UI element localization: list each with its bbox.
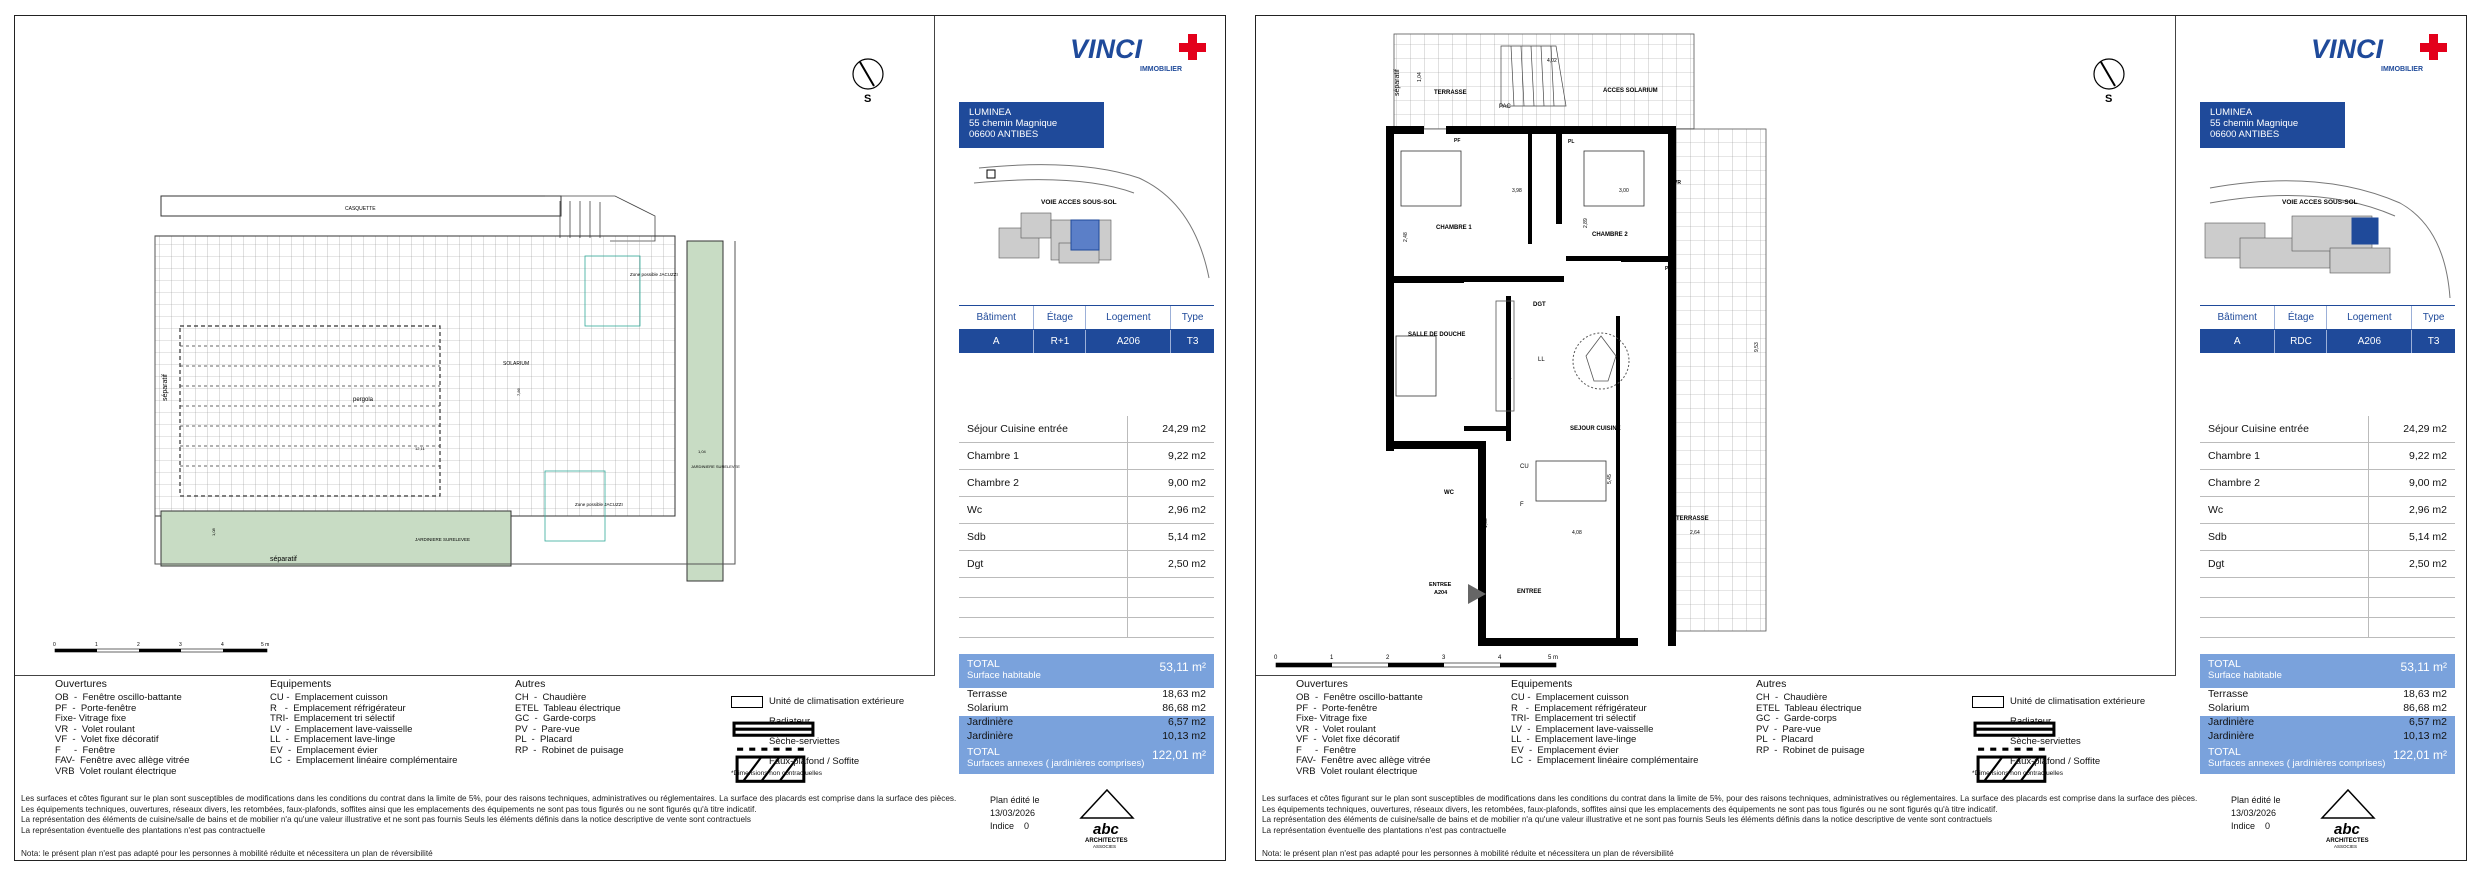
habitable-total: 53,11 m² <box>2400 660 2447 674</box>
annex-row <box>2200 702 2455 716</box>
room-area-table <box>959 416 1214 638</box>
annex-row <box>959 688 1214 702</box>
meta-header-unit: Logement <box>2327 306 2412 330</box>
solarium-floor-plan <box>15 16 935 676</box>
entree-label: ENTREE <box>1517 589 1542 595</box>
habitable-total: 53,11 m² <box>1159 660 1206 674</box>
room-row <box>959 524 1214 551</box>
compass-label: S <box>864 93 872 105</box>
legend-symbol-label: Sèche-serviettes <box>2010 736 2081 747</box>
room-area: 2,50 m2 <box>1128 551 1214 578</box>
annex-name: Solarium <box>2208 702 2250 714</box>
legend-item: TRI- Emplacement tri sélectif <box>270 713 395 724</box>
casquette-label: CASQUETTE <box>345 206 376 212</box>
room-area: 24,29 m2 <box>2369 416 2455 443</box>
annexes-note: ( jardinières comprises) <box>2286 758 2386 769</box>
meta-header-building: Bâtiment <box>2200 306 2275 330</box>
room-area-table <box>2200 416 2455 638</box>
annex-total-label: TOTAL <box>2208 746 2241 758</box>
legal-note: Les équipements techniques, ouvertures, réseaux divers, les retombées, faux-plafonds, soffites ainsi que les emplacements des équipements ne sont pas tous figurés ou ne sont figurés qu'à titre indicatif. <box>1262 804 1998 814</box>
legend-symbol-label: Unité de climatisation extérieure <box>2010 696 2146 707</box>
sejour-label: SEJOUR CUISINE <box>1570 426 1621 432</box>
legal-note: Les surfaces et côtes figurant sur le plan sont susceptibles de modifications dans les conditions du contrat dans la limite de 5%, pour des raisons techniques, administratives ou réglementaires. La surface des placards est comprise dans la surface des pièces. <box>21 794 957 803</box>
chambre2-label: CHAMBRE 2 <box>1592 232 1628 238</box>
legend-symbol-label: Unité de climatisation extérieure <box>769 696 905 707</box>
legend-item: F - Fenêtre <box>55 744 116 756</box>
room-name: Dgt <box>2200 551 2369 578</box>
room-name: Sdb <box>2200 524 2369 551</box>
annex-row <box>2200 716 2455 730</box>
room-area: 2,50 m2 <box>2369 551 2455 578</box>
room-row <box>2200 524 2455 551</box>
planter-horizontal-label: JARDINIERE SURELEVEE <box>415 537 471 542</box>
architects-logo-text: abc <box>1093 821 1119 838</box>
scale-label-1: 1 <box>1330 655 1334 661</box>
scale-label-5: 5 m <box>261 642 270 648</box>
legend-item: LL - Emplacement lave-linge <box>270 734 396 745</box>
legend-symbol-label: Faux-plafond / Soffite <box>2010 756 2101 767</box>
meta-header-floor: Étage <box>1034 306 1086 330</box>
architects-logo-sub: ARCHITECTES <box>2326 838 2369 844</box>
dim-1: 3,98 <box>1512 188 1522 194</box>
legend-item: ETEL Tableau électrique <box>1756 702 1862 714</box>
legend-item: VF - Volet fixe décoratif <box>1296 734 1400 745</box>
legend-item: PF - Porte-fenêtre <box>55 702 137 714</box>
legend-item: LC - Emplacement linéaire complémentaire <box>1511 755 1699 766</box>
solarium-surface <box>155 236 675 516</box>
plan-sheet-2 <box>1255 15 2467 861</box>
entree-a204-label-2: A204 <box>1434 590 1448 596</box>
legal-note: Les équipements techniques, ouvertures, réseaux divers, les retombées, faux-plafonds, soffites ainsi que les emplacements des équipements ne sont pas tous figurés ou ne sont figurés qu'à titre indicatif. <box>21 804 757 814</box>
room-area: 9,22 m2 <box>1128 443 1214 470</box>
annex-name: Jardinière <box>967 730 1014 742</box>
meta-header-type: Type <box>1171 306 1214 330</box>
annexes-total: 122,01 m² <box>2392 748 2447 762</box>
annex-name: Terrasse <box>2208 688 2249 700</box>
plan-drawing-area <box>1256 16 2176 676</box>
architects-logo-sub: ARCHITECTES <box>1085 838 1128 844</box>
annex-area: 18,63 m2 <box>1162 688 1206 700</box>
room-row <box>2200 443 2455 470</box>
scale-label-0: 0 <box>53 642 56 648</box>
edition-block <box>990 794 1040 833</box>
legend-item: EV - Emplacement évier <box>1511 744 1619 756</box>
legend-item: PV - Pare-vue <box>1756 723 1821 735</box>
sdd-label: SALLE DE DOUCHE <box>1408 332 1466 338</box>
unit-meta-table <box>2200 305 2455 353</box>
legend-item: VR - Volet roulant <box>55 723 135 735</box>
chambre1-label: CHAMBRE 1 <box>1436 225 1472 231</box>
dim-right: 1,04 <box>698 449 706 454</box>
legal-note: La représentation éventuelle des plantations n'est pas contractuelle <box>21 825 266 835</box>
dim-2: 3,00 <box>1619 188 1629 194</box>
unit-meta-table <box>959 305 1214 353</box>
annex-row <box>2200 688 2455 702</box>
dims-note: *Dimensions non contractuelles <box>1972 770 2064 777</box>
room-area: 9,22 m2 <box>2369 443 2455 470</box>
legend-symbol-label: Sèche-serviettes <box>769 736 840 747</box>
room-row <box>959 551 1214 578</box>
legend-item: CH - Chaudière <box>515 692 587 703</box>
planter-vertical <box>687 241 723 581</box>
f-label: F <box>1520 502 1524 508</box>
vinci-logo-text: VINCI <box>2311 34 2384 64</box>
project-address: 55 chemin Magnique <box>2210 118 2299 129</box>
room-area: 9,00 m2 <box>2369 470 2455 497</box>
keymap-road-label: VOIE ACCES SOUS-SOL <box>1041 199 1117 206</box>
annex-row <box>959 702 1214 716</box>
meta-header-type: Type <box>2412 306 2455 330</box>
legend-item: TRI- Emplacement tri sélectif <box>1511 713 1636 724</box>
annex-row <box>959 716 1214 730</box>
legend-equipements-title: Equipements <box>270 678 332 690</box>
legend-item: RP - Robinet de puisage <box>1756 744 1865 756</box>
room-row <box>2200 551 2455 578</box>
room-area: 2,96 m2 <box>2369 497 2455 524</box>
legend-item: LV - Emplacement lave-vaisselle <box>270 723 413 735</box>
meta-header-floor: Étage <box>2275 306 2327 330</box>
scale-label-3: 3 <box>179 642 182 648</box>
legal-note: Les surfaces et côtes figurant sur le plan sont susceptibles de modifications dans les conditions du contrat dans la limite de 5%, pour des raisons techniques, administratives ou réglementaires. La surface des placards est comprise dans la surface des pièces. <box>1262 794 2198 803</box>
legend-item: OB - Fenêtre oscillo-battante <box>55 692 182 703</box>
room-row <box>959 443 1214 470</box>
indice-value: 0 <box>2265 821 2271 831</box>
annex-total-label: TOTAL <box>967 746 1000 758</box>
project-city: 06600 ANTIBES <box>969 129 1039 140</box>
pergola-label: pergola <box>353 397 374 403</box>
scale-label-4: 4 <box>221 642 224 648</box>
meta-unit: A206 <box>2327 330 2412 354</box>
legend-item: PL - Placard <box>1756 734 1814 745</box>
solarium-label: SOLARIUM <box>503 361 530 367</box>
dim-3: 2,48 <box>1403 232 1409 242</box>
legend-item: PV - Pare-vue <box>515 723 580 735</box>
architects-logo-sub2: ASSOCIES <box>1093 844 1117 849</box>
dim-horizontal: 12,11 <box>415 446 425 451</box>
annex-name: Terrasse <box>967 688 1008 700</box>
habitable-label: Surface habitable <box>967 670 1041 681</box>
legend-item: CU - Emplacement cuisson <box>270 692 388 703</box>
legend-item: PL - Placard <box>515 734 573 745</box>
apartment-floor-plan <box>1256 16 2176 676</box>
meta-building: A <box>2200 330 2275 354</box>
dim-top: 4,02 <box>1547 58 1557 64</box>
project-name: LUMINEA <box>969 107 1012 118</box>
mobility-note: Nota: le présent plan n'est pas adapté pour les personnes à mobilité réduite et nécessitera un plan de réversibilité <box>21 849 433 858</box>
edition-date: 13/03/2026 <box>990 808 1036 818</box>
edition-label: Plan édité le <box>990 795 1040 805</box>
scale-bar <box>1274 655 1558 667</box>
plan-sheet-1 <box>14 15 1226 861</box>
planter-vertical-label: JARDINIERE SURELEVEE <box>691 464 740 469</box>
separatif-label: séparatif <box>1394 69 1401 96</box>
legend <box>1296 678 2156 798</box>
cu-label: CU <box>1520 464 1529 470</box>
room-area: 9,00 m2 <box>1128 470 1214 497</box>
legend-item: CU - Emplacement cuisson <box>1511 692 1629 703</box>
meta-type: T3 <box>2412 330 2455 354</box>
scale-label-0: 0 <box>1274 655 1278 661</box>
separatif-side-label: séparatif <box>162 374 169 401</box>
dims-note: *Dimensions non contractuelles <box>731 770 823 777</box>
legend-item: GC - Garde-corps <box>515 713 596 724</box>
scale-label-5: 5 m <box>1548 655 1559 661</box>
vr-label: VR <box>1486 130 1493 136</box>
plan-drawing-area <box>15 16 935 676</box>
meta-building: A <box>959 330 1034 354</box>
room-row <box>2200 416 2455 443</box>
meta-unit: A206 <box>1086 330 1171 354</box>
legend-item: VRB Volet roulant électrique <box>1296 765 1418 777</box>
project-city: 06600 ANTIBES <box>2210 129 2280 140</box>
pl-label: PL <box>1568 139 1575 145</box>
acces-solarium-label: ACCES SOLARIUM <box>1603 88 1658 94</box>
clim-unit-icon <box>1972 696 2004 708</box>
indice-label: Indice <box>990 821 1015 831</box>
vinci-logo-text: VINCI <box>1070 34 1143 64</box>
room-area: 5,14 m2 <box>2369 524 2455 551</box>
architects-logo <box>2320 788 2376 850</box>
room-area: 24,29 m2 <box>1128 416 1214 443</box>
dim-7: 2,64 <box>1690 530 1700 536</box>
legend-ouvertures-title: Ouvertures <box>55 678 107 690</box>
dim-5: 5,45 <box>1607 474 1613 484</box>
annex-name: Solarium <box>967 702 1009 714</box>
room-area: 2,96 m2 <box>1128 497 1214 524</box>
room-row <box>2200 470 2455 497</box>
legend-item: LC - Emplacement linéaire complémentaire <box>270 755 458 766</box>
meta-header-unit: Logement <box>1086 306 1171 330</box>
keymap-road-label: VOIE ACCES SOUS-SOL <box>2282 199 2358 206</box>
annex-area: 10,13 m2 <box>2403 730 2447 742</box>
room-name: Sdb <box>959 524 1128 551</box>
legend-item: VF - Volet fixe décoratif <box>55 734 159 745</box>
legend-item: GC - Garde-corps <box>1756 713 1837 724</box>
legend-item: FAV- Fenêtre avec allège vitrée <box>55 755 190 766</box>
room-name: Wc <box>2200 497 2369 524</box>
site-key-map <box>2200 148 2455 303</box>
legend-ouvertures-title: Ouvertures <box>1296 678 1348 690</box>
legend-equipements-title: Equipements <box>1511 678 1573 690</box>
pf-right-label: PF <box>1665 266 1672 272</box>
legend-item: LV - Emplacement lave-vaisselle <box>1511 723 1654 735</box>
totals-box <box>2200 654 2455 774</box>
legend-symbol-label: Radiateur <box>2010 716 2052 727</box>
scale-label-3: 3 <box>1442 655 1446 661</box>
room-name: Chambre 1 <box>2200 443 2369 470</box>
architects-logo <box>1079 788 1135 850</box>
annex-name: Jardinière <box>2208 730 2255 742</box>
legend-item: R - Emplacement réfrigérateur <box>1511 702 1647 714</box>
legend-symbol-label: Radiateur <box>769 716 811 727</box>
legal-note: La représentation des éléments de cuisine/salle de bains et de mobilier n'a qu'une valeur illustrative et ne sont pas fournis Seuls les éléments définis dans la notice descriptive de vente sont contractuels <box>21 815 751 824</box>
dim-side: 1,08 <box>211 528 216 536</box>
project-info-box <box>2200 102 2345 148</box>
annexes-label: Surfaces annexes <box>967 758 1044 769</box>
compass-icon <box>850 56 886 106</box>
wc-label: WC <box>1444 490 1454 496</box>
indice-value: 0 <box>1024 821 1030 831</box>
vinci-logo <box>2311 24 2471 84</box>
scale-label-2: 2 <box>1386 655 1390 661</box>
architects-logo-text: abc <box>2334 821 2360 838</box>
room-name: Chambre 2 <box>2200 470 2369 497</box>
architects-logo-sub2: ASSOCIES <box>2334 844 2358 849</box>
legend-symbol-label: Faux-plafond / Soffite <box>769 756 860 767</box>
pf-label: PF <box>1454 138 1461 144</box>
room-name: Séjour Cuisine entrée <box>2200 416 2369 443</box>
dim-6: 4,08 <box>1572 530 1582 536</box>
compass-icon <box>2091 56 2127 106</box>
terrasse-top-label: TERRASSE <box>1434 90 1467 96</box>
room-area: 5,14 m2 <box>1128 524 1214 551</box>
site-key-map <box>959 148 1214 303</box>
pac-label: PAC <box>1499 104 1511 110</box>
total-label: TOTAL <box>2208 658 2241 670</box>
room-name: Dgt <box>959 551 1128 578</box>
scale-label-2: 2 <box>137 642 140 648</box>
dim-4: 2,89 <box>1583 218 1589 228</box>
legend-autres-title: Autres <box>515 678 546 690</box>
vinci-logo-sub: IMMOBILIER <box>1140 66 1182 73</box>
annex-name: Jardinière <box>2208 716 2255 728</box>
jacuzzi-zone-label-1: Zone possible JACUZZI <box>630 272 678 277</box>
legend <box>55 678 915 798</box>
legend-item: OB - Fenêtre oscillo-battante <box>1296 692 1423 703</box>
legal-note: La représentation des éléments de cuisine/salle de bains et de mobilier n'a qu'une valeur illustrative et ne sont pas fournis Seuls les éléments définis dans la notice descriptive de vente sont contractuels <box>1262 815 1992 824</box>
total-label: TOTAL <box>967 658 1000 670</box>
annex-row <box>959 730 1214 744</box>
dgt-label: DGT <box>1533 302 1546 308</box>
dim-mid: 7,86 <box>516 388 521 396</box>
vinci-logo-sub: IMMOBILIER <box>2381 66 2423 73</box>
meta-floor: RDC <box>2275 330 2327 354</box>
room-row <box>959 497 1214 524</box>
legend-item: FAV- Fenêtre avec allège vitrée <box>1296 755 1431 766</box>
scale-label-4: 4 <box>1498 655 1502 661</box>
legend-item: EV - Emplacement évier <box>270 744 378 756</box>
annexes-total: 122,01 m² <box>1151 748 1206 762</box>
legal-note: La représentation éventuelle des plantations n'est pas contractuelle <box>1262 825 1507 835</box>
habitable-label: Surface habitable <box>2208 670 2282 681</box>
totals-box <box>959 654 1214 774</box>
annexes-note: ( jardinières comprises) <box>1045 758 1145 769</box>
legend-item: PF - Porte-fenêtre <box>1296 702 1378 714</box>
legend-item: Fixe- Vitrage fixe <box>55 713 127 724</box>
edition-block <box>2231 794 2281 833</box>
legal-notes <box>1262 794 2242 836</box>
annex-area: 86,68 m2 <box>2403 702 2447 714</box>
project-info-box <box>959 102 1104 148</box>
indice-label: Indice <box>2231 821 2256 831</box>
legend-item: RP - Robinet de puisage <box>515 744 624 756</box>
room-name: Chambre 1 <box>959 443 1128 470</box>
dim-10: 2,09 <box>1507 372 1513 382</box>
scale-label-1: 1 <box>95 642 98 648</box>
room-name: Séjour Cuisine entrée <box>959 416 1128 443</box>
annex-area: 86,68 m2 <box>1162 702 1206 714</box>
room-name: Chambre 2 <box>959 470 1128 497</box>
legend-item: ETEL Tableau électrique <box>515 702 621 714</box>
annex-name: Jardinière <box>967 716 1014 728</box>
room-name: Wc <box>959 497 1128 524</box>
project-name: LUMINEA <box>2210 107 2253 118</box>
ll-label: LL <box>1538 357 1545 363</box>
meta-floor: R+1 <box>1034 330 1086 354</box>
vr-right-label: VR <box>1674 180 1681 186</box>
room-row <box>2200 497 2455 524</box>
legend-item: VR - Volet roulant <box>1296 723 1376 735</box>
legend-item: R - Emplacement réfrigérateur <box>270 702 406 714</box>
annex-area: 10,13 m2 <box>1162 730 1206 742</box>
scale-bar <box>53 642 269 652</box>
legend-item: Fixe- Vitrage fixe <box>1296 713 1368 724</box>
dim-8: 9,53 <box>1754 342 1760 352</box>
mobility-note: Nota: le présent plan n'est pas adapté pour les personnes à mobilité réduite et nécessitera un plan de réversibilité <box>1262 849 1674 858</box>
separatif-bottom-label: séparatif <box>270 556 297 563</box>
entree-a204-label-1: ENTREE <box>1429 582 1452 588</box>
jacuzzi-zone-label-2: Zone possible JACUZZI <box>575 502 623 507</box>
terrasse-label: TERRASSE <box>1676 516 1709 522</box>
edition-date: 13/03/2026 <box>2231 808 2277 818</box>
room-row <box>959 416 1214 443</box>
annex-area: 18,63 m2 <box>2403 688 2447 700</box>
meta-type: T3 <box>1171 330 1214 354</box>
annex-row <box>2200 730 2455 744</box>
annex-area: 6,57 m2 <box>1168 716 1206 728</box>
dim-9: 1,58 <box>1483 518 1489 528</box>
vinci-logo <box>1070 24 1230 84</box>
legend-item: LL - Emplacement lave-linge <box>1511 734 1637 745</box>
legend-item: CH - Chaudière <box>1756 692 1828 703</box>
compass-label: S <box>2105 93 2113 105</box>
room-row <box>959 470 1214 497</box>
clim-unit-icon <box>731 696 763 708</box>
dim-top-left: 1,04 <box>1417 72 1423 82</box>
edition-label: Plan édité le <box>2231 795 2281 805</box>
annexes-label: Surfaces annexes <box>2208 758 2285 769</box>
legend-item: F - Fenêtre <box>1296 744 1357 756</box>
annex-area: 6,57 m2 <box>2409 716 2447 728</box>
meta-header-building: Bâtiment <box>959 306 1034 330</box>
legal-notes <box>21 794 1001 836</box>
legend-autres-title: Autres <box>1756 678 1787 690</box>
project-address: 55 chemin Magnique <box>969 118 1058 129</box>
legend-item: VRB Volet roulant électrique <box>55 765 177 777</box>
